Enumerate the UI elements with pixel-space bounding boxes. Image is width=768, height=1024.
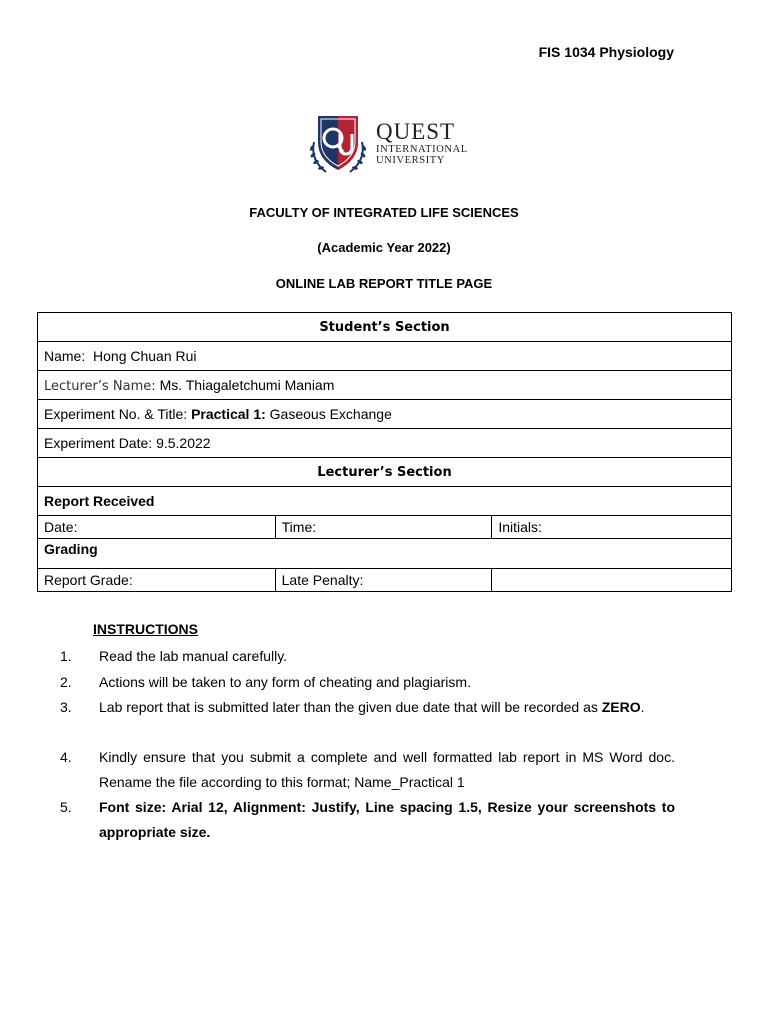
instruction-item [60,644,675,669]
report-received-row [38,487,732,516]
experiment-date-value: 9.5.2022 [156,435,211,451]
instruction-text-main: Lab report that is submitted later than the given due date that will be recorded as [99,699,598,715]
experiment-row [38,400,732,429]
report-received-label: Report Received [38,487,732,516]
instruction-text: Font size: Arial 12, Alignment: Justify, Line spacing 1.5, Resize your screenshots to appropriate size. [99,799,675,840]
initials-label: Initials: [498,519,542,535]
faculty-heading: FACULTY OF INTEGRATED LIFE SCIENCES [249,205,519,220]
lecturer-value: Ms. Thiagaletchumi Maniam [159,376,335,393]
lecturer-section-header-row [38,458,732,487]
instruction-item [60,670,675,695]
late-penalty-value-field[interactable] [492,569,732,592]
experiment-date-field[interactable] [38,429,732,458]
logo-line1: INTERNATIONAL [376,144,468,155]
crest-icon [306,112,370,178]
received-date-field[interactable] [38,516,276,539]
student-section-header-row [38,313,732,342]
experiment-date-label: Experiment Date: [44,435,153,451]
experiment-practical: Practical 1: [191,406,266,422]
logo-line2: UNIVERSITY [376,155,445,166]
lecturer-section-header: Lecturer’s Section [38,458,732,487]
instruction-number: 5. [60,799,72,815]
instruction-text: Actions will be taken to any form of cheating and plagiarism. [99,674,471,690]
grading-label: Grading [38,539,732,569]
grade-details-row [38,569,732,592]
instruction-text [99,695,675,720]
academic-year: (Academic Year 2022) [317,240,451,255]
lecturer-field[interactable] [38,371,732,400]
received-time-field[interactable] [275,516,492,539]
name-value: Hong Chuan Rui [93,348,197,364]
report-grade-field[interactable] [38,569,276,592]
report-grade-label: Report Grade: [44,572,133,588]
instruction-number: 1. [60,648,72,664]
received-details-row [38,516,732,539]
instructions-title: INSTRUCTIONS [93,621,198,637]
received-time-label: Time: [281,519,317,535]
instruction-number: 4. [60,749,72,765]
received-date-label: Date: [44,519,78,535]
lecturer-row [38,371,732,400]
student-section-header: Student’s Section [38,313,732,342]
page-title: ONLINE LAB REPORT TITLE PAGE [275,276,493,291]
title-page-form [37,312,732,592]
lecturer-label: Lecturer’s Name: [44,378,156,394]
instruction-item [60,795,675,845]
logo-name: QUEST [376,119,456,144]
instruction-text: Kindly ensure that you submit a complete and well formatted lab report in MS Word doc. Rename the file according to this format; Name_Practical 1 [99,749,675,790]
name-field[interactable] [38,342,732,371]
instruction-item [60,745,675,795]
instruction-number: 3. [60,699,72,715]
initials-field[interactable] [492,516,732,539]
course-code: FIS 1034 Physiology [538,44,674,60]
experiment-label: Experiment No. & Title: [44,406,188,422]
experiment-date-row [38,429,732,458]
instruction-text: Read the lab manual carefully. [99,648,288,664]
late-penalty-field[interactable] [275,569,492,592]
experiment-title: Gaseous Exchange [269,406,392,422]
late-penalty-label: Late Penalty: [281,572,364,588]
experiment-field[interactable] [38,400,732,429]
university-logo [306,112,476,178]
grading-row [38,539,732,569]
instruction-number: 2. [60,674,72,690]
instruction-item [60,695,675,720]
instruction-tail: . [640,699,645,715]
name-row [38,342,732,371]
instruction-emphasis: ZERO [601,699,641,715]
name-label: Name: [44,348,86,364]
